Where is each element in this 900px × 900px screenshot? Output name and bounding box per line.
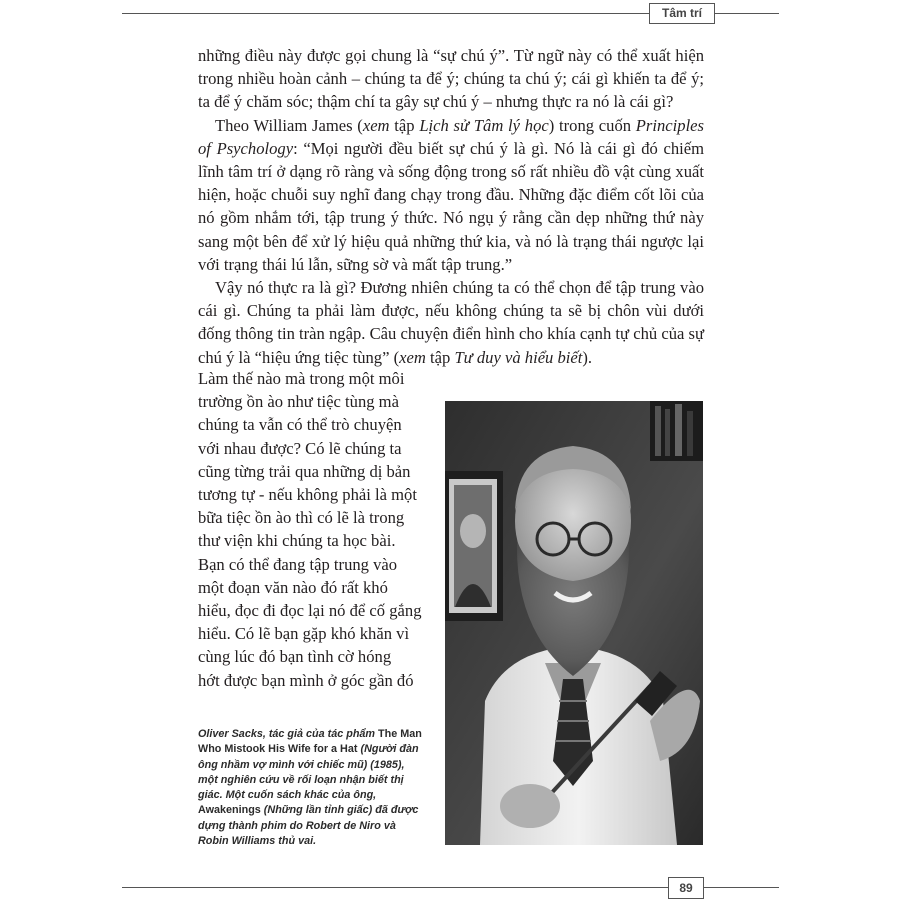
text-line: cũng từng trải qua những dị bản xyxy=(198,461,411,481)
text-line: cùng lúc đó bạn tình cờ hóng xyxy=(198,647,392,667)
photo-caption: Oliver Sacks, tác giả của tác phẩm The Man Who Mistook His Wife for a Hat (Người đàn ông nhầm vợ mình với chiếc mũ) (1985), một nghiên cứu về rối loạn nhận biết thị giác. Một cuốn sách khác của ông, Awakenings (Những lần tỉnh giấc) đã được dựng thành phim do Robert de Niro và Robin Williams thủ vai. xyxy=(198,728,422,848)
text-line: với nhau được? Có lẽ chúng ta xyxy=(198,438,402,458)
text-line: trường ồn ào như tiệc tùng mà xyxy=(198,392,399,412)
text-line: hiểu, đọc đi đọc lại nó để cố gắng xyxy=(198,601,422,621)
paragraph-3: Vậy nó thực ra là gì? Đương nhiên chúng ta có thể chọn để tập trung vào cái gì. Chúng ta phải làm được, nếu không chúng ta sẽ bị chôn vùi dưới đống thông tin tràn ngập. Câu chuyện điển hình cho khía cạnh tự chủ của sự chú ý là “hiệu ứng tiệc tùng” (xem tập Tư duy và hiểu biết). xyxy=(198,278,704,367)
paragraph-1: những điều này được gọi chung là “sự chú ý”. Từ ngữ này có thể xuất hiện trong nhiều hoàn cảnh – chúng ta để ý; chúng ta chú ý; cái gì khiến ta để ý; ta để ý chăm sóc; thậm chí ta gây sự chú ý – nhưng thực ra nó là cái gì? xyxy=(198,46,704,112)
text-line: tương tự - nếu không phải là một xyxy=(198,485,417,505)
text-line: một đoạn văn nào đó rất khó xyxy=(198,577,388,597)
section-title: Tâm trí xyxy=(649,3,715,24)
page-number: 89 xyxy=(668,877,704,899)
narrow-column-text xyxy=(198,367,438,692)
text-line: Làm thế nào mà trong một môi xyxy=(198,369,405,388)
text-line: chúng ta vẫn có thể trò chuyện xyxy=(198,415,402,435)
body-text xyxy=(198,44,704,369)
text-line: hớt được bạn mình ở góc gần đó xyxy=(198,670,414,690)
portrait-photo xyxy=(445,401,703,845)
text-line: hiểu. Có lẽ bạn gặp khó khăn vì xyxy=(198,624,410,644)
text-line: thư viện khi chúng ta học bài. xyxy=(198,531,396,551)
paragraph-2: Theo William James (xem tập Lịch sử Tâm lý học) trong cuốn Principles of Psychology: “Mọi người đều biết sự chú ý là gì. Nó là cái gì đó chiếm lĩnh tâm trí ở dạng rõ ràng và sống động trong số rất nhiều đồ vật cùng xuất hiện, hoặc chuỗi suy nghĩ đang chạy trong đầu. Những đặc điểm cốt lõi của nó gồm nhắm tới, tập trung ý thức. Nó ngụ ý rằng cần dẹp những thứ này sang một bên để xử lý hiệu quả những thứ kia, và nó là trạng thái ngược lại với trạng thái lú lẫn, sững sờ và mất tập trung.” xyxy=(198,115,705,274)
text-line: bữa tiệc ồn ào thì có lẽ là trong xyxy=(198,508,405,528)
text-line: Bạn có thể đang tập trung vào xyxy=(198,554,398,574)
